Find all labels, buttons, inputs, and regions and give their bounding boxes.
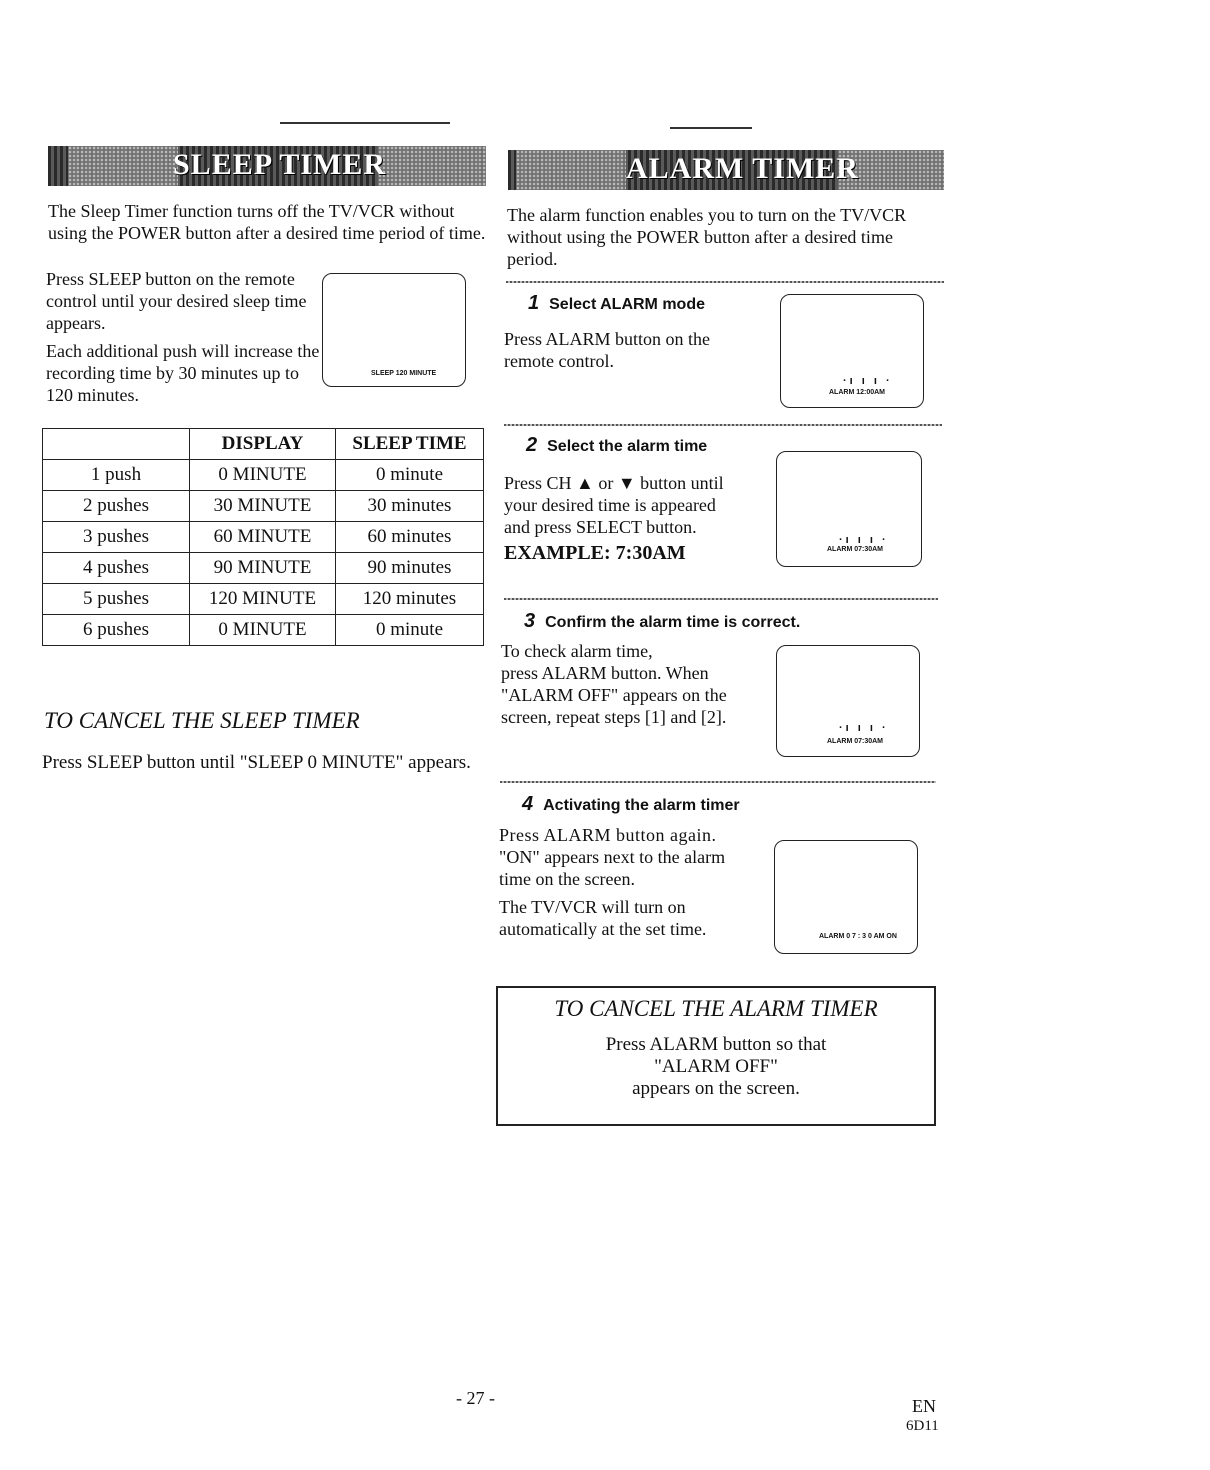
table-row: [43, 584, 484, 615]
sleep-para2: Each additional push will increase the recording time by 30 minutes up to 120 minutes.: [46, 341, 320, 405]
table-row: [43, 522, 484, 553]
step-1-screen-text: ALARM 12:00AM: [829, 389, 886, 396]
step-number: 2: [526, 434, 538, 456]
step-title: Confirm the alarm time is correct.: [545, 614, 801, 631]
step-4-tv-screen: [774, 840, 918, 954]
table-cell: 3 pushes: [43, 522, 190, 553]
step-4-text: [499, 824, 725, 890]
separator: [500, 781, 936, 783]
sleep-timer-banner: [48, 146, 486, 186]
alarm-cancel-box: [496, 986, 936, 1126]
step-number: 3: [524, 610, 536, 632]
table-header-cell: [43, 429, 190, 460]
text-line: and press SELECT button.: [504, 517, 697, 537]
table-cell: 60 minutes: [336, 522, 484, 553]
step-1-heading: [528, 292, 705, 315]
table-header-row: [43, 429, 484, 460]
step-2-tv-screen: [776, 451, 922, 567]
sleep-table: [42, 428, 484, 646]
sleep-tv-screen: [322, 273, 466, 387]
separator: [504, 598, 938, 600]
step-2-heading: [526, 434, 707, 457]
table-cell: 0 MINUTE: [190, 615, 336, 646]
step-1-text: [504, 328, 710, 372]
separator: [506, 281, 944, 283]
table-cell: 0 minute: [336, 460, 484, 491]
page-number: - 27 -: [456, 1388, 495, 1408]
step-title: Select ALARM mode: [549, 296, 705, 313]
step-3-text: [501, 640, 727, 728]
table-cell: 120 MINUTE: [190, 584, 336, 615]
model-code: 6D11: [906, 1418, 939, 1434]
text-line: appears on the screen.: [632, 1078, 800, 1099]
step-number: 4: [522, 793, 534, 815]
step-3-tv-screen: [776, 645, 920, 757]
table-header-sleep-time: SLEEP TIME: [336, 429, 484, 460]
text-line: time on the screen.: [499, 869, 635, 889]
text-line: Press ALARM button so that: [605, 1034, 827, 1055]
step-3-screen-text: ALARM 07:30AM: [827, 738, 884, 745]
text-line: The TV/VCR will turn on: [499, 897, 686, 917]
alarm-timer-title: ALARM TIMER: [626, 152, 859, 185]
text-line: Press ALARM button on the: [504, 329, 711, 349]
table-cell: 0 MINUTE: [190, 460, 336, 491]
alarm-timer-banner: [508, 150, 944, 190]
sleep-intro: The Sleep Timer function turns off the TV/VCR without using the POWER button after a desired time period of time.: [48, 201, 486, 243]
alarm-cancel-title: TO CANCEL THE ALARM TIMER: [554, 996, 878, 1021]
table-cell: 5 pushes: [43, 584, 190, 615]
step-2-example: EXAMPLE: 7:30AM: [504, 542, 686, 564]
step-4-screen-text: ALARM 0 7 : 3 0 AM ON: [819, 933, 897, 940]
sleep-timer-title: SLEEP TIMER: [173, 148, 387, 181]
sleep-para1: Press SLEEP button on the remote control until your desired sleep time appears.: [46, 269, 307, 333]
table-header-display: DISPLAY: [190, 429, 336, 460]
text-line: "ALARM OFF" appears on the: [501, 685, 727, 705]
top-rule-right: [670, 127, 752, 129]
blink-marks: ·ı ı ı ·: [839, 534, 889, 546]
step-4-text-2: [499, 896, 706, 940]
text-line: Press ALARM button again.: [499, 825, 717, 845]
table-cell: 60 MINUTE: [190, 522, 336, 553]
language-code: EN: [912, 1396, 936, 1416]
blink-marks: ·ı ı ı ·: [839, 722, 889, 734]
table-cell: 90 minutes: [336, 553, 484, 584]
text-line: Press CH ▲ or ▼ button until: [504, 473, 724, 493]
top-rule-left: [280, 122, 450, 124]
alarm-intro: The alarm function enables you to turn on the TV/VCR without using the POWER button after a desired time period.: [507, 205, 907, 269]
step-2-screen-text: ALARM 07:30AM: [827, 546, 884, 553]
table-row: [43, 491, 484, 522]
alarm-cancel-text: [498, 1034, 934, 1100]
step-4-heading: [522, 793, 740, 816]
table-row: [43, 460, 484, 491]
text-line: "ALARM OFF": [654, 1056, 778, 1077]
text-line: screen, repeat steps [1] and [2].: [501, 707, 727, 727]
table-cell: 0 minute: [336, 615, 484, 646]
sleep-cancel-title: TO CANCEL THE SLEEP TIMER: [44, 708, 360, 733]
table-cell: 1 push: [43, 460, 190, 491]
table-cell: 2 pushes: [43, 491, 190, 522]
table-cell: 30 minutes: [336, 491, 484, 522]
text-line: your desired time is appeared: [504, 495, 716, 515]
step-number: 1: [528, 292, 540, 314]
blink-marks: ·ı ı ı ·: [843, 375, 893, 387]
separator: [504, 424, 942, 426]
text-line: To check alarm time,: [501, 641, 653, 661]
table-cell: 6 pushes: [43, 615, 190, 646]
table-row: [43, 615, 484, 646]
step-title: Select the alarm time: [547, 438, 708, 455]
table-row: [43, 553, 484, 584]
text-line: remote control.: [504, 351, 614, 371]
sleep-cancel-text: Press SLEEP button until "SLEEP 0 MINUTE" appears.: [42, 752, 471, 773]
table-cell: 120 minutes: [336, 584, 484, 615]
step-title: Activating the alarm timer: [543, 797, 740, 814]
step-2-text: [504, 472, 724, 538]
table-cell: 90 MINUTE: [190, 553, 336, 584]
sleep-screen-text: SLEEP 120 MINUTE: [371, 370, 437, 377]
text-line: automatically at the set time.: [499, 919, 707, 939]
step-3-heading: [524, 610, 800, 633]
table-cell: 4 pushes: [43, 553, 190, 584]
table-cell: 30 MINUTE: [190, 491, 336, 522]
text-line: "ON" appears next to the alarm: [499, 847, 726, 867]
text-line: press ALARM button. When: [501, 663, 709, 683]
step-1-tv-screen: [780, 294, 924, 408]
